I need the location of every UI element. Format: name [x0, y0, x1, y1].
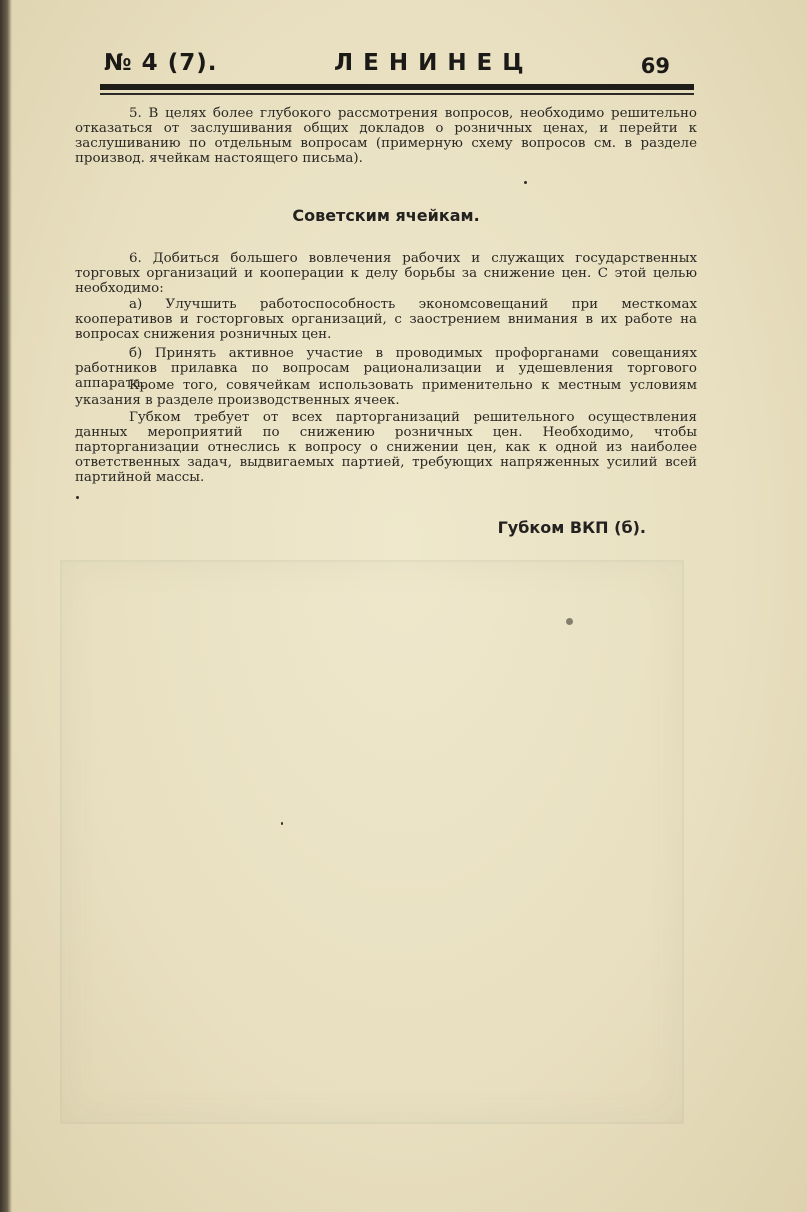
page-number: 69: [640, 54, 670, 78]
header-rule-thin: [100, 93, 694, 95]
header-rule-thick: [100, 84, 694, 90]
paragraph-5: 5. В целях более глубокого рассмотрения вопросов, необходимо решительно отказаться от заслушивания общих докладов о розничных ценах, и перейти к заслушиванию по отдельным вопросам (примерную схему вопросов см. в разделе производ. ячейкам настоящего письма).: [75, 106, 697, 166]
signature: Губком ВКП (б).: [497, 518, 646, 537]
section-heading: Советским ячейкам.: [292, 206, 480, 225]
issue-number: № 4 (7).: [104, 50, 218, 76]
book-spine-shadow: [0, 0, 12, 1212]
ink-speck: [281, 822, 283, 825]
ink-speck: [524, 181, 527, 184]
ink-speck: [566, 618, 573, 625]
paragraph-6a: а) Улучшить работоспособность экономсовещаний при месткомах кооперативов и госторговых организаций, с заострением внимания в их работе на вопросах снижения розничных цен.: [75, 297, 697, 342]
page-header: [104, 50, 694, 84]
ink-speck: [76, 496, 79, 499]
paragraph-additional: Кроме того, совячейкам использовать применительно к местным условиям указания в разделе производственных ячеек.: [75, 378, 697, 408]
paragraph-6: 6. Добиться большего вовлечения рабочих и служащих государственных торговых организаций и кооперации к делу борьбы за снижение цен. С этой целью необходимо:: [75, 251, 697, 296]
paragraph-gubkom-demand: Губком требует от всех парторганизаций решительного осуществления данных мероприятий по снижению розничных цен. Необходимо, чтобы парторганизации отнеслись к вопросу о снижении цен, как к одной из наиболее ответственных задач, выдвигаемых партией, требующих напряженных усилий всей партийной массы.: [75, 410, 697, 485]
bleed-through-area: [60, 560, 684, 1124]
paragraph-6b: б) Принять активное участие в проводимых профорганами совещаниях работников прилавка по вопросам рационализации и удешевления торгового аппарата.: [75, 346, 697, 391]
masthead-title: ЛЕНИНЕЦ: [334, 50, 534, 76]
